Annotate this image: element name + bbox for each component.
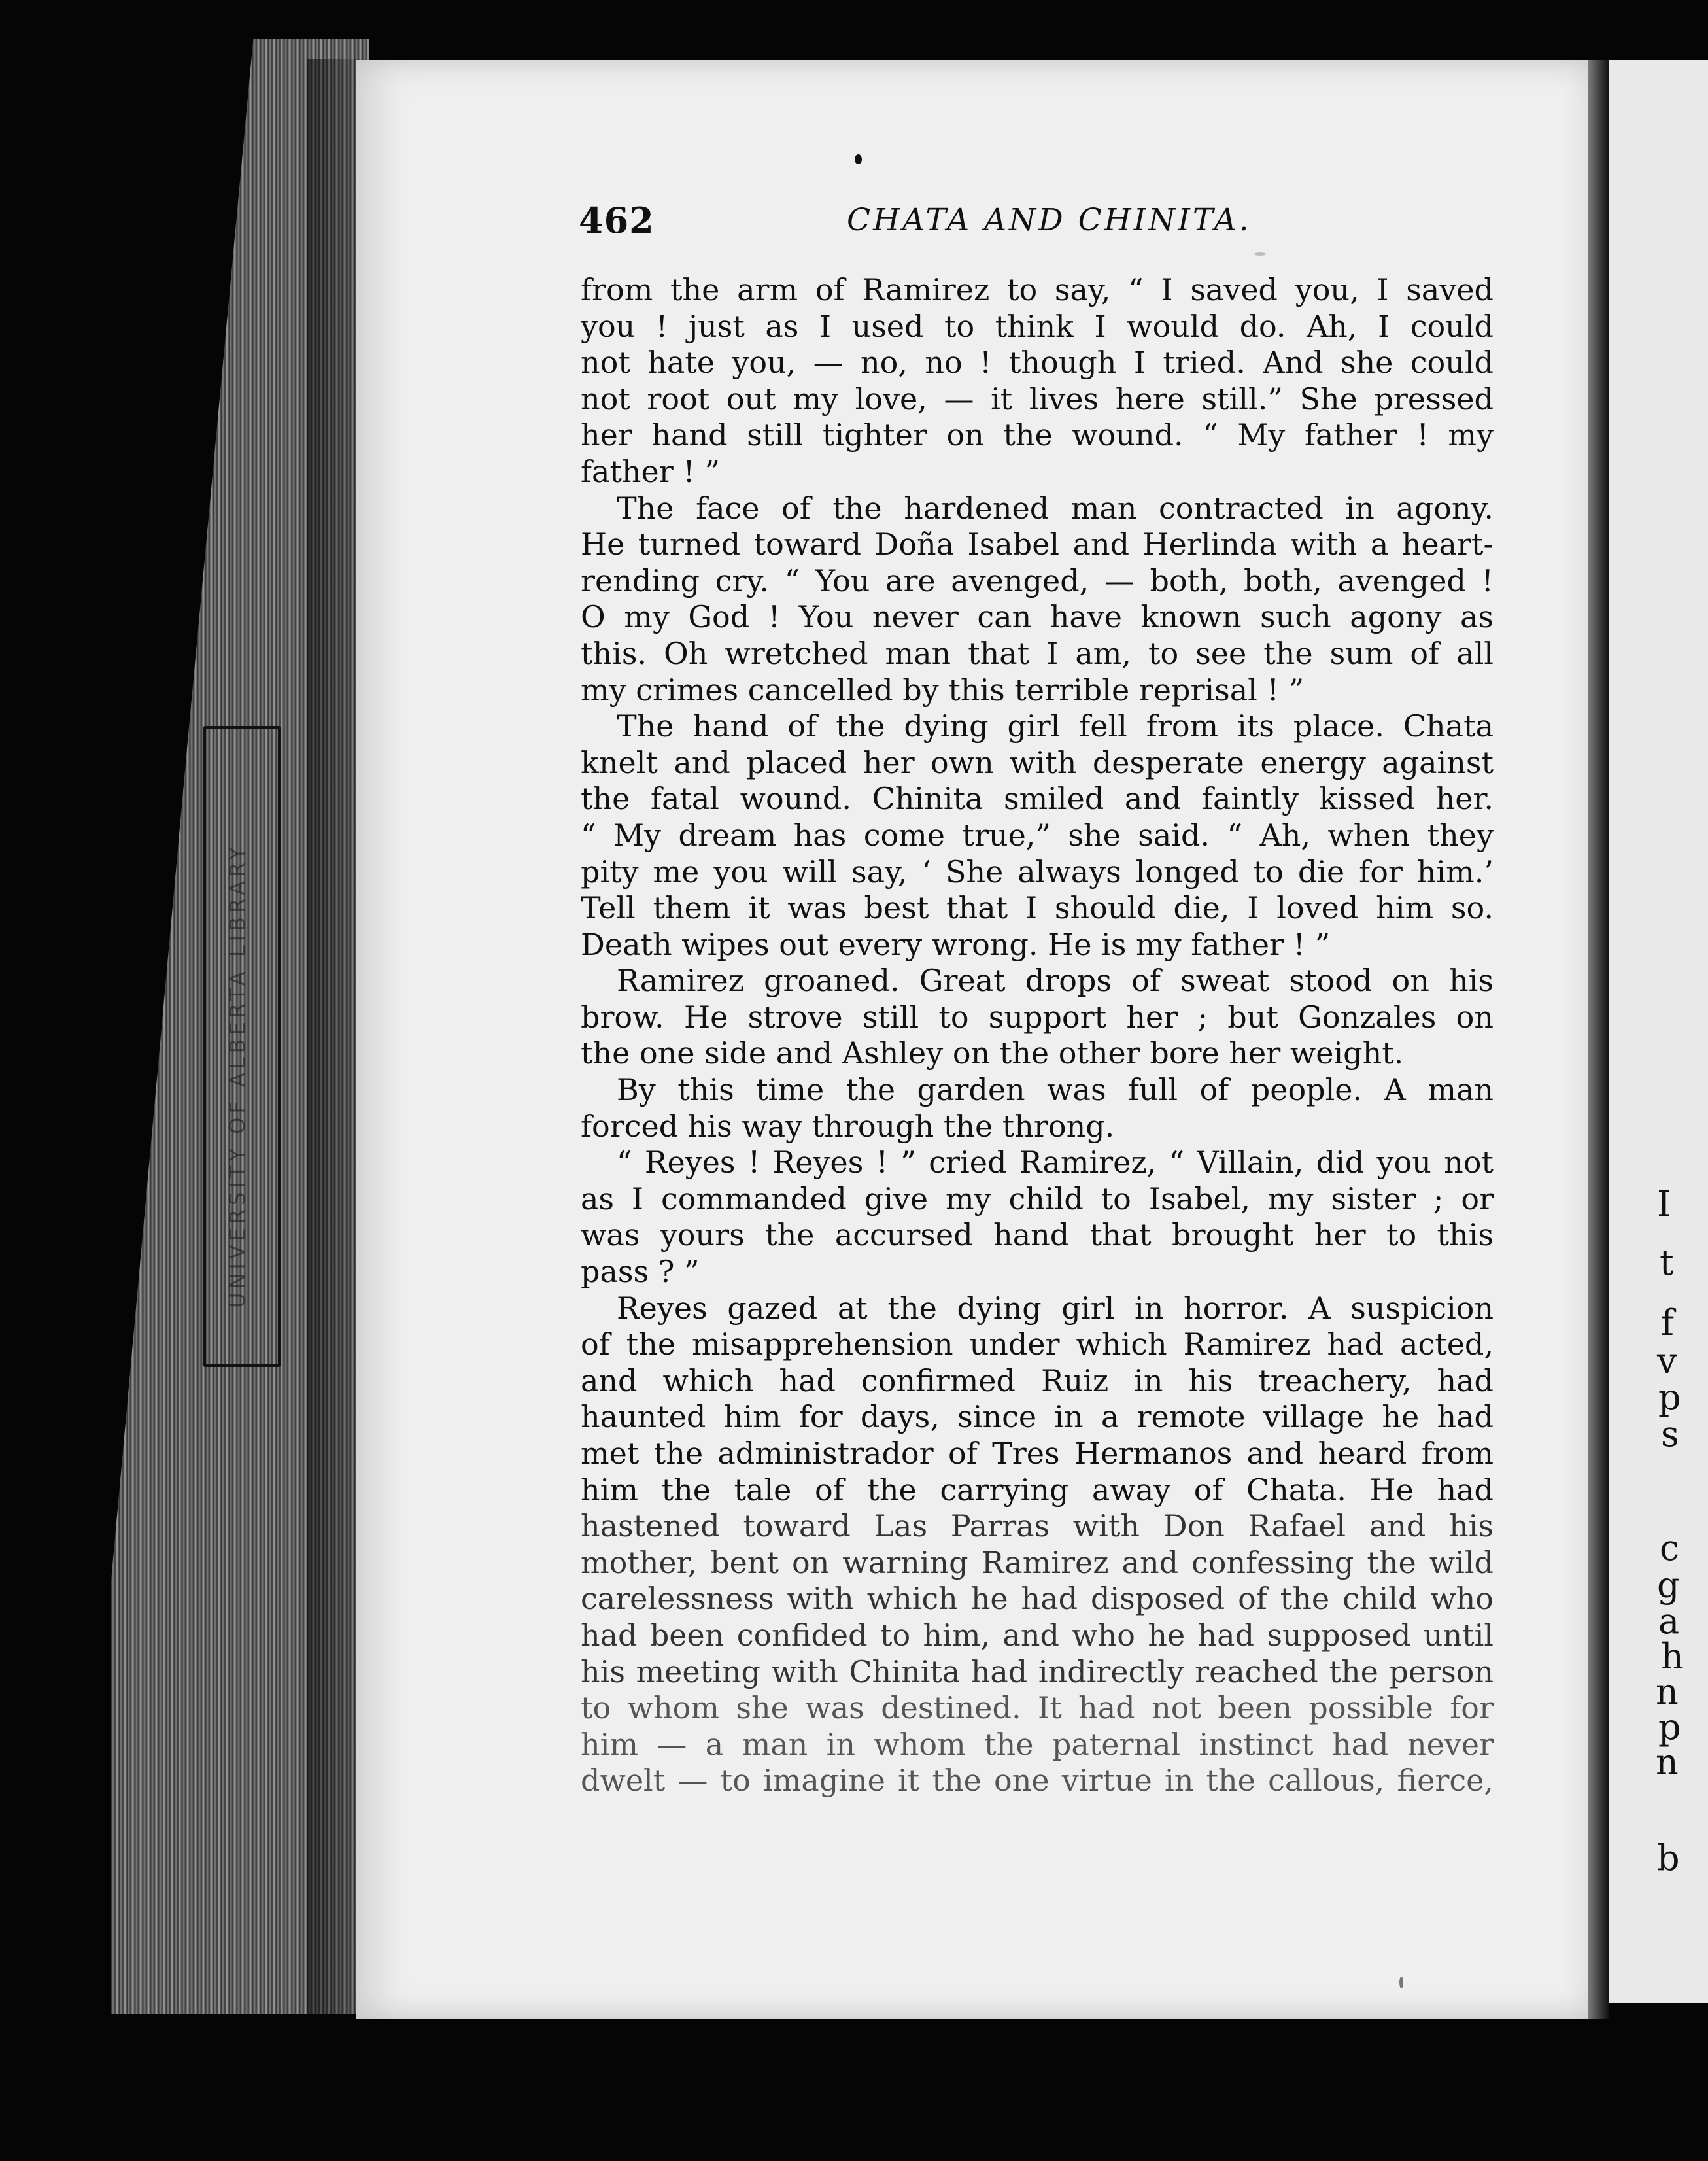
library-stamp-text: UNIVERSITY OF ALBERTA LIBRARY xyxy=(225,843,250,1308)
page-speck xyxy=(1254,252,1266,256)
text-line: you ! just as I used to think I would do. Ah, I could xyxy=(581,308,1494,344)
book-gutter xyxy=(1588,60,1609,2019)
text-line: “ My dream has come true,” she said. “ Ah, when they xyxy=(581,817,1494,853)
text-line: of the misapprehension under which Ramirez had acted, xyxy=(581,1326,1494,1362)
text-line: her hand still tighter on the wound. “ My father ! my xyxy=(581,417,1494,453)
text-line: Death wipes out every wrong. He is my father ! ” xyxy=(581,926,1331,962)
text-line: dwelt — to imagine it the one virtue in the callous, fierce, xyxy=(581,1763,1494,1799)
next-page-letter: s xyxy=(1661,1413,1679,1455)
text-line: this. Oh wretched man that I am, to see the sum of all xyxy=(581,635,1494,671)
text-line: my crimes cancelled by this terrible reprisal ! ” xyxy=(581,672,1305,708)
text-line: him — a man in whom the paternal instinct had never xyxy=(581,1726,1494,1762)
next-page-letter: v xyxy=(1657,1340,1677,1381)
text-line: knelt and placed her own with desperate energy against xyxy=(581,744,1494,780)
page-body-text xyxy=(581,272,1494,1829)
next-page-letter: I xyxy=(1657,1183,1671,1224)
text-line: his meeting with Chinita had indirectly reached the person xyxy=(581,1653,1494,1689)
text-line: By this time the garden was full of people. A man xyxy=(617,1072,1494,1108)
page-speck xyxy=(855,154,862,164)
text-line: met the administrador of Tres Hermanos and heard from xyxy=(581,1436,1494,1471)
text-line: and which had confirmed Ruiz in his treachery, had xyxy=(581,1362,1494,1398)
next-page-letter: p xyxy=(1658,1377,1681,1418)
text-line: from the arm of Ramirez to say, “ I saved you, I saved xyxy=(581,272,1494,307)
next-page-letter: n xyxy=(1656,1671,1679,1712)
next-page-letter: b xyxy=(1657,1837,1680,1878)
text-line: to whom she was destined. It had not been possible for xyxy=(581,1690,1494,1726)
running-title: CHATA AND CHINITA. xyxy=(847,202,1252,238)
next-page-letter: n xyxy=(1656,1742,1679,1783)
next-page-letter: c xyxy=(1660,1527,1680,1568)
text-line: The hand of the dying girl fell from its place. Chata xyxy=(617,708,1494,744)
text-line: not hate you, — no, no ! though I tried. And she could xyxy=(581,345,1494,381)
next-page-letter: a xyxy=(1658,1600,1680,1642)
text-line: the one side and Ashley on the other bore her weight. xyxy=(581,1035,1404,1071)
text-line: hastened toward Las Parras with Don Rafael and his xyxy=(581,1508,1494,1544)
text-line: He turned toward Doña Isabel and Herlinda with a heart- xyxy=(581,527,1494,562)
text-line: father ! ” xyxy=(581,453,721,489)
next-page-letter: g xyxy=(1657,1565,1680,1606)
next-page-letter: p xyxy=(1658,1706,1681,1748)
text-line: O my God ! You never can have known such agony as xyxy=(581,599,1494,635)
text-line: The face of the hardened man contracted in agony. xyxy=(617,490,1494,526)
text-line: brow. He strove still to support her ; but Gonzales on xyxy=(581,999,1494,1035)
text-line: forced his way through the throng. xyxy=(581,1108,1115,1144)
text-line: carelessness with which he had disposed of the child who xyxy=(581,1581,1494,1617)
page-speck xyxy=(1399,1977,1403,1988)
text-line: “ Reyes ! Reyes ! ” cried Ramirez, “ Villain, did you not xyxy=(617,1145,1494,1181)
facing-page-edge xyxy=(1609,60,1708,2003)
text-line: rending cry. “ You are avenged, — both, both, avenged ! xyxy=(581,562,1494,598)
text-line: as I commanded give my child to Isabel, my sister ; or xyxy=(581,1181,1494,1217)
text-line: mother, bent on warning Ramirez and confessing the wild xyxy=(581,1544,1494,1580)
text-line: had been confided to him, and who he had supposed until xyxy=(581,1617,1494,1653)
text-line: the fatal wound. Chinita smiled and faintly kissed her. xyxy=(581,781,1494,817)
next-page-letter: t xyxy=(1660,1242,1674,1283)
next-page-letter: h xyxy=(1661,1636,1684,1677)
running-header xyxy=(579,199,1494,245)
text-line: not root out my love, — it lives here still.” She pressed xyxy=(581,381,1494,417)
page-number: 462 xyxy=(579,199,655,241)
text-line: him the tale of the carrying away of Chata. He had xyxy=(581,1472,1494,1508)
text-line: haunted him for days, since in a remote village he had xyxy=(581,1399,1494,1435)
text-line: pity me you will say, ‘ She always longed to die for him.’ xyxy=(581,854,1494,890)
text-line: Tell them it was best that I should die, I loved him so. xyxy=(581,890,1494,926)
text-line: Ramirez groaned. Great drops of sweat stood on his xyxy=(617,963,1494,999)
text-line: Reyes gazed at the dying girl in horror. A suspicion xyxy=(617,1290,1494,1326)
text-line: was yours the accursed hand that brought her to this xyxy=(581,1217,1494,1253)
text-line: pass ? ” xyxy=(581,1254,700,1290)
next-page-letter: f xyxy=(1661,1302,1674,1343)
